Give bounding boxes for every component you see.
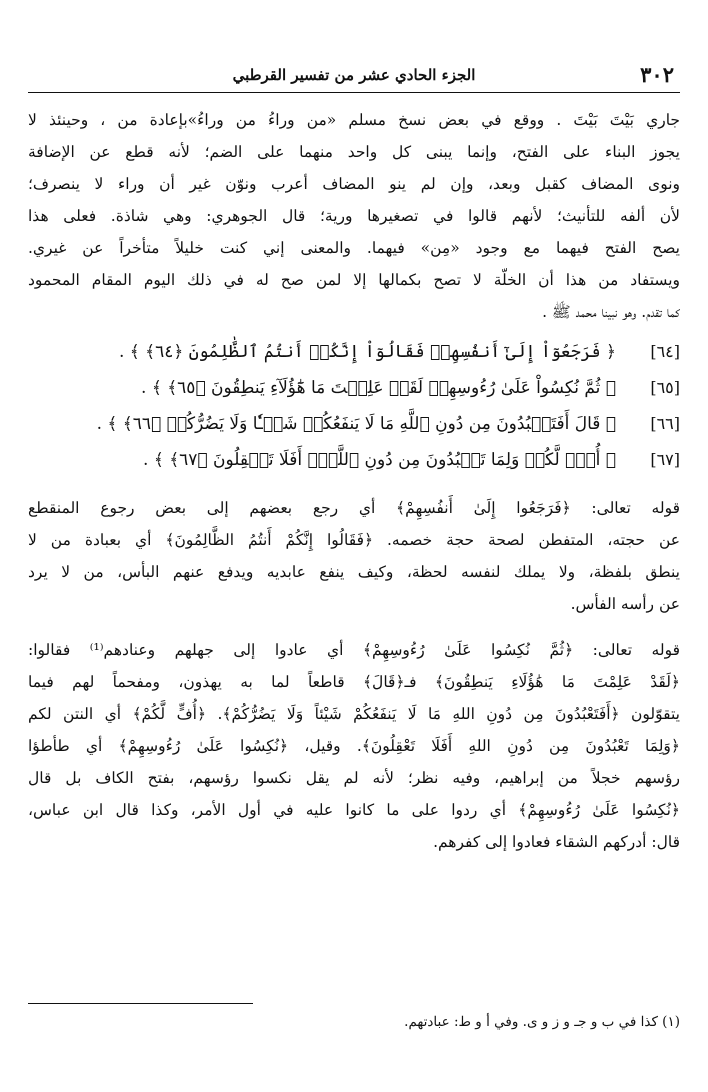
text-line: عن حجته، المتفطن لصحة حجة خصمه. ﴿فَقَالُوا إِنَّكُمْ أَنتُمُ الظَّالِمُونَ﴾ أي بعبادة من لا	[28, 531, 680, 549]
verse-number: [٦٥]	[650, 378, 680, 397]
intro-paragraph	[28, 104, 680, 328]
text-line: يتقوّلون ﴿أَفَتَعْبُدُونَ مِن دُونِ اللهِ مَا لَا يَنفَعُكُمْ شَيْئاً وَلَا يَضُرُّكُمْ﴾. ﴿أُفٍّ لَّكُمْ﴾ أي النتن لكم	[28, 705, 680, 723]
text-line: جاري بَيْتَ بَيْتَ . ووقع في بعض نسخ مسلم «من وراءُ من وراءُ»بإعادة من ، وحينئذ لا	[28, 111, 680, 129]
quran-verses	[28, 334, 680, 478]
text-line: ﴿نُكِسُوا عَلَىٰ رُءُوسِهِمْ﴾ أي ردوا على ما كانوا عليه في أول الأمر، وكذا قال ابن عباس،	[28, 801, 680, 819]
verse-number: [٦٤]	[650, 342, 680, 361]
commentary-paragraph-1	[28, 492, 680, 620]
text-line: رؤسهم خجلاً من إبراهيم، وفيه نظر؛ لأنه لم يقل نكسوا رؤسهم، بفتح الكاف بل قال	[28, 769, 680, 787]
verse-line	[28, 334, 680, 370]
text-line: كما تقدم. وهو نبينا محمد ﷺ .	[542, 303, 680, 321]
page-header	[28, 58, 680, 93]
footnote: (١) كذا في ب و جـ و ز و ى. وفي أ و ط: عبادتهم.	[404, 1014, 680, 1030]
page-body	[28, 104, 680, 858]
verse-text: ﴿ قَالَ أَفَتَعۡبُدُونَ مِن دُونِ ٱللَّهِ مَا لَا يَنفَعُكُمۡ شَيۡـٔٗا وَلَا يَضُرُّكُمۡ ﴿٦٦﴾ ﴾ .	[96, 414, 616, 434]
text-line: لأن ألفه للتأنيث؛ لأنهم قالوا في تصغيرها ورية؛ قال الجوهري: وهي شاذة. فعلى هذا	[28, 207, 680, 225]
verse-line	[28, 370, 680, 406]
verse-number: [٦٦]	[650, 414, 680, 433]
text-line: قوله تعالى: ﴿ثُمَّ نُكِسُوا عَلَىٰ رُءُوسِهِمْ﴾ أي عادوا إلى جهلهم وعنادهم⁽¹⁾ فقالوا:	[28, 641, 680, 659]
verse-number: [٦٧]	[650, 450, 680, 469]
text-line: ويستفاد من هذا أن الخلّة لا تصح بكمالها إلا لمن صح له في ذلك اليوم المقام المحمود	[28, 271, 680, 289]
running-title: الجزء الحادي عشر من تفسير القرطبي	[232, 66, 476, 84]
verse-text: ﴿ فَرَجَعُوٓاْ إِلَىٰٓ أَنفُسِهِمۡ فَقَالُوٓاْ إِنَّكُمۡ أَنتُمُ ٱلظَّٰلِمُونَ ﴿٦٤﴾ ﴾ .	[118, 342, 616, 362]
text-line: يصح الفتح فيهما مع وجود «مِن» فيهما. والمعنى إني كنت خليلاً متأخراً عن غيري.	[28, 239, 680, 257]
text-line: ﴿وَلِمَا تَعْبُدُونَ مِن دُونِ اللهِ أَفَلَا تَعْقِلُونَ﴾. وقيل، ﴿نُكِسُوا عَلَىٰ رُءُوسِهِمْ﴾ أي طأطؤا	[28, 737, 680, 755]
text-line: يجوز البناء على الفتح، وإنما يبنى كل واحد منهما على الضم؛ لأنه قطع عن الإضافة	[28, 143, 680, 161]
text-line: ونوى المضاف كقبل وبعد، وإن لم ينو المضاف أعرب ونوّن غير أن وراء لا ينصرف؛	[28, 175, 680, 193]
text-line: عن رأسه الفأس.	[570, 595, 680, 613]
commentary-paragraph-2	[28, 634, 680, 858]
text-line: ينطق بلفظة، ولا يملك لنفسه لحظة، وكيف ينفع عابديه ويدفع عنهم البأس، من لا يرد	[28, 563, 680, 581]
page-number: ٣٠٢	[640, 62, 674, 87]
text-line: قال: أدركهم الشقاء فعادوا إلى كفرهم.	[433, 833, 680, 851]
footnote-divider	[28, 1003, 253, 1004]
verse-text: ﴿ ثُمَّ نُكِسُواْ عَلَىٰ رُءُوسِهِمۡ لَقَدۡ عَلِمۡتَ مَا هَٰٓؤُلَآءِ يَنطِقُونَ ﴿٦٥﴾ ﴾ .	[141, 378, 616, 398]
verse-text: ﴿ أُفّٖ لَّكُمۡ وَلِمَا تَعۡبُدُونَ مِن دُونِ ٱللَّهِۚ أَفَلَا تَعۡقِلُونَ ﴿٦٧﴾ ﴾ .	[143, 450, 616, 470]
text-line: قوله تعالى: ﴿فَرَجَعُوا إِلَىٰ أَنفُسِهِمْ﴾ أي رجع بعضهم إلى بعض رجوع المنقطع	[28, 499, 680, 517]
verse-line	[28, 442, 680, 478]
text-line: ﴿لَقَدْ عَلِمْتَ مَا هَٰؤُلَاءِ يَنطِقُونَ﴾ فـ﴿قَالَ﴾ قاطعاً لما به يهذون، ومفحماً لهم فيما	[28, 673, 680, 691]
verse-line	[28, 406, 680, 442]
